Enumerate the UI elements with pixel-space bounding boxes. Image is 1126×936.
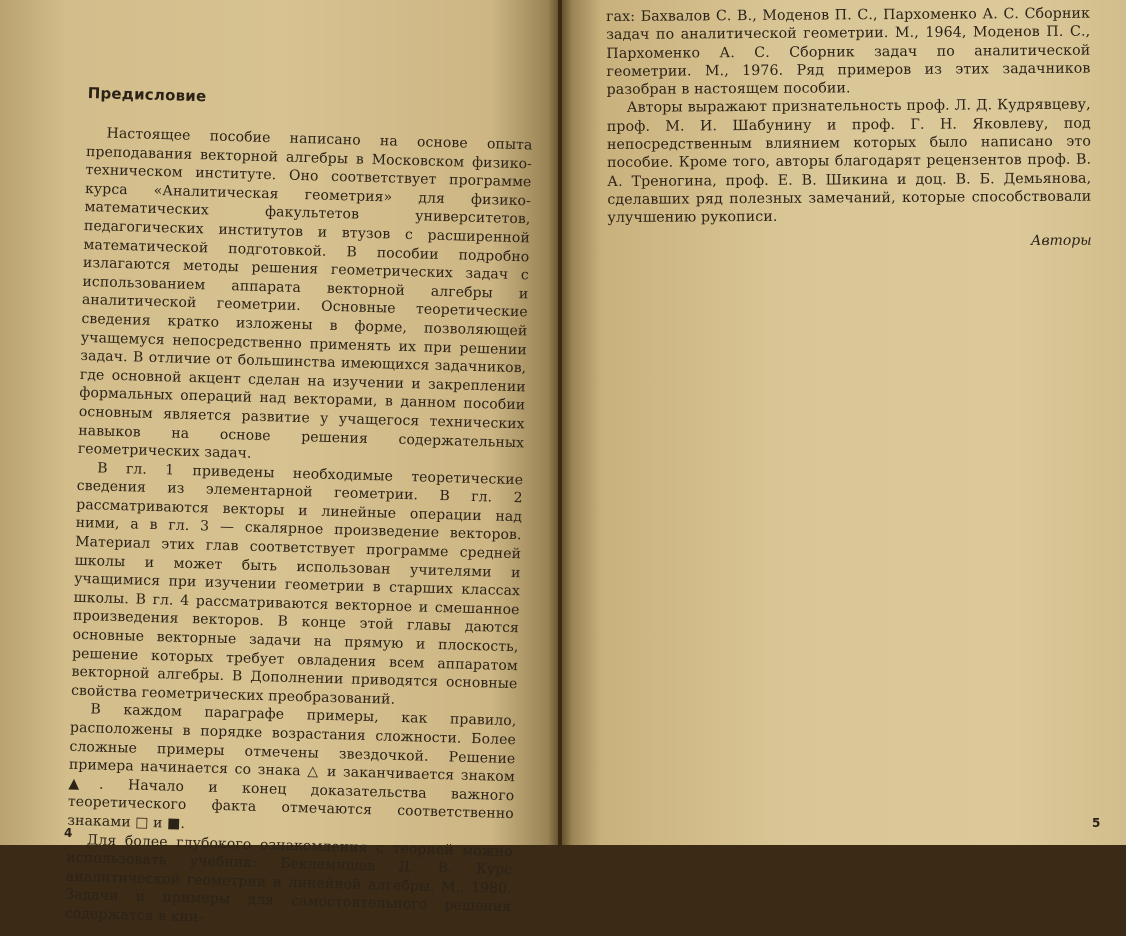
paragraph: Настоящее пособие написано на основе опыта преподавания векторной алгебры в Московском физико-техническом институте. Оно соответствует программе курса «Аналитическая геометрия» для физико-математических факультетов университетов, педагогических институтов и втузов с расширенной математической подготовкой. В пособии подробно излагаются методы решения геометрических задач с использованием аппарата векторной алгебры и аналитической геометрии. Основные теоретические сведения кратко изложены в форме, позволяющей учащемуся непосредственно применять их при решении задач. В отличие от большинства имеющихся задачников, где основной акцент сделан на изучении и закреплении формальных операций над векторами, в данном пособии основным является развитие у учащегося технических навыков на основе решения содержательных геометрических задач. bbox=[77, 125, 533, 462]
page-number: 5 bbox=[1092, 816, 1101, 830]
right-page bbox=[562, 0, 1126, 845]
paragraph: В гл. 1 приведены необходимые теоретические сведения из элементарной геометрии. В гл. 2 рассматриваются векторы и линейные операции над ними, а в гл. 3 — скалярное произведение векторов. Материал этих глав соответствует программе средней школы и может быть использован учителями и учащимися при изучении геометрии в старших классах школы. В гл. 4 рассматриваются векторное и смешанное произведения векторов. В конце этой главы даются основные векторные задачи на прямую и плоскость, решение которых требует овладения всем аппаратом векторной алгебры. В Дополнении приводятся основные свойства геометрических преобразований. bbox=[70, 460, 524, 708]
left-page bbox=[0, 0, 558, 926]
authors-signature: Авторы bbox=[1030, 232, 1092, 249]
page-number: 4 bbox=[64, 826, 73, 840]
paragraph: Авторы выражают признательность проф. Л. Д. Кудрявцеву, проф. М. И. Шабунину и проф. Г. Н. Яковлеву, под непосредственным влиянием которых было написано это пособие. Кроме того, авторы благодарят рецензентов проф. В. А. Треногина, проф. Е. В. Шикина и доц. В. Б. Демьянова, сделавших ряд полезных замечаний, которые способствовали улучшению рукописи. bbox=[606, 97, 1092, 227]
paragraph: гах: Бахвалов С. В., Моденов П. С., Пархоменко А. С. Сборник задач по аналитической геометрии. М., 1964, Моденов П. С., Пархоменко А. С. Сборник задач по аналитической геометрии. М., 1976. Ряд примеров из этих задачников разобран в настоящем пособии. bbox=[606, 5, 1091, 99]
left-page-text bbox=[65, 84, 534, 936]
paragraph: В каждом параграфе примеры, как правило, расположены в порядке возрастания сложности. Более сложные примеры отмечены звездочкой. Решение примера начинается со знака △ и заканчивается знаком ▲. Начало и конец доказательства важного теоретического факта отмечаются соответственно знаками □ и ■. bbox=[67, 701, 517, 832]
book-gutter bbox=[548, 0, 572, 845]
right-page-text bbox=[606, 5, 1092, 252]
paragraph: Для более глубокого ознакомления с теорией можно использовать учебник: Беклемишев Д. В. Курс аналитической геометрии и линейной алгебры. М., 1980. Задачи и примеры для самостоятельного решения содержатся в кни- bbox=[64, 831, 513, 926]
page-heading: Предисловие bbox=[87, 84, 207, 106]
